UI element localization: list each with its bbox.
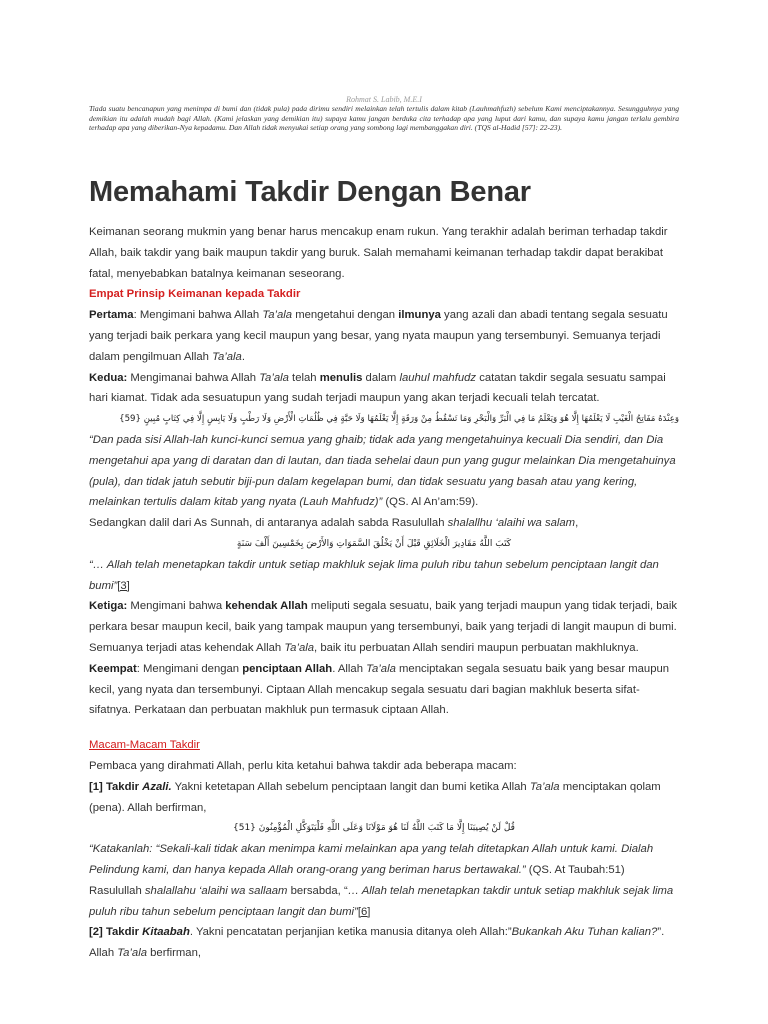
takdir-azali: [1] Takdir Azali. Yakni ketetapan Allah sebelum penciptaan langit dan bumi ketika Allah Ta’ala menciptakan qolam (pena). Allah berfirman, (89, 780, 661, 814)
arabic-verse-taubah: قُلْ لَنْ يُصِيبَنَا إِلَّا مَا كَتَبَ اللَّهُ لَنَا هُوَ مَوْلَانَا وَعَلَى اللَّهِ فَلْيَتَوَكَّلِ الْمُؤْمِنُونَ {51} (232, 823, 515, 834)
article-body (89, 222, 679, 964)
takdir-kitaabah: [2] Takdir Kitaabah. Yakni pencatatan perjanjian ketika manusia ditanya oleh Allah:”Bukankah Aku Tuhan kalian?”. Allah Ta’ala berfirman, (89, 926, 665, 960)
epigraph: Tiada suatu bencanapun yang menimpa di bumi dan (tidak pula) pada dirimu sendiri melainkan telah tertulis dalam kitab (Lauhmahfuzh) sebelum Kami menciptakannya. Sesungguhnya yang demikian itu adalah mudah bagi Allah. (Kami jelaskan yang demikian itu) supaya kamu jangan berduka cita terhadap apa yang luput dari kamu, dan supaya kamu jangan terlalu gembira terhadap apa yang diberikan-Nya kepadamu. Dan Allah tidak menyukai setiap orang yang sombong lagi membanggakan diri. (TQS al-Hadid [57]: 22-23). (89, 104, 679, 132)
prinsip-kedua: Kedua: Mengimanai bahwa Allah Ta’ala telah menulis dalam lauhul mahfudz catatan takdir segala sesuatu sampai hari kiamat. Tidak ada sesuatupun yang sudah terjadi maupun yang akan terjadi kecuali telah tercatat. (89, 371, 666, 405)
spacer (89, 721, 679, 735)
quote-taubah: “Katakanlah: “Sekali-kali tidak akan menimpa kami melainkan apa yang telah ditetapkan Allah untuk kami. Dialah Pelindung kami, dan hanya kepada Allah orang-orang yang beriman harus bertawakal.” (QS. At Taubah:51) (89, 843, 654, 876)
footnote-link-6[interactable]: [6] (357, 905, 371, 918)
quote-anam: “Dan pada sisi Allah-lah kunci-kunci semua yang ghaib; tidak ada yang mengetahuinya kecuali Dia sendiri, dan Dia mengetahui apa yang di daratan dan di lautan, dan tiada sehelai daun pun yang gugur melainkan Dia mengetahuinya (pula), dan tidak jatuh sebutir biji-pun dalam kegelapan bumi, dan tidak sesuatu yang basah atau yang kering, melainkan tertulis dalam kitab yang nyata (Lauh Mahfudz)” (QS. Al An’am:59). (89, 433, 676, 509)
footnote-link-3[interactable]: [3] (117, 579, 130, 592)
section-heading-prinsip: Empat Prinsip Keimanan kepada Takdir (89, 288, 301, 301)
intro-paragraph: Keimanan seorang mukmin yang benar harus mencakup enam rukun. Yang terakhir adalah beriman terhadap takdir Allah, baik takdir yang baik maupun takdir yang buruk. Salah memahami keimanan terhadap takdir dapat berakibat fatal, menyebabkan batalnya keimanan seseorang. (89, 226, 668, 280)
author-line: Rohmat S. Labib, M.E.I (346, 95, 422, 104)
macam-intro: Pembaca yang dirahmati Allah, perlu kita ketahui bahwa takdir ada beberapa macam: (89, 759, 517, 772)
sunnah-intro: Sedangkan dalil dari As Sunnah, di antaranya adalah sabda Rasulullah shalallhu ‘alaihi wa salam, (89, 517, 579, 530)
prinsip-ketiga: Ketiga: Mengimani bahwa kehendak Allah meliputi segala sesuatu, baik yang terjadi maupun yang tidak terjadi, baik perkara besar maupun kecil, baik yang tampak maupun yang tersembunyi, baik yang terjadi di langit maupun di bumi. Semuanya terjadi atas kehendak Allah Ta’ala, baik itu perbuatan Allah sendiri maupun perbuatan makhluknya. (89, 600, 677, 654)
arabic-hadith: كَتَبَ اللَّهُ مَقَادِيرَ الْخَلَائِقِ قَبْلَ أَنْ يَخْلُقَ السَّمَوَاتِ وَالأَرْضَ بِخَمْسِينَ أَلْفَ سَنَةٍ (236, 538, 512, 549)
quote-hadith: “… Allah telah menetapkan takdir untuk setiap makhluk sejak lima puluh ribu tahun sebelum penciptaan langit dan bumi”[3] (89, 558, 659, 592)
prinsip-keempat: Keempat: Mengimani dengan penciptaan Allah. Allah Ta’ala menciptakan segala sesuatu baik yang besar maupun kecil, yang nyata dan tersembunyi. Ciptaan Allah mencakup segala sesuatu dari bagian makhluk beserta sifat-sifatnya. Perkataan dan perbuatan makhluk pun termasuk ciptaan Allah. (89, 662, 670, 717)
page-title: Memahami Takdir Dengan Benar (89, 176, 531, 208)
hadith-azali: Rasulullah shalallahu ‘alaihi wa sallaam bersabda, “… Allah telah menetapkan takdir untuk setiap makhluk sejak lima puluh ribu tahun sebelum penciptaan langit dan bumi”[6] (89, 884, 674, 918)
section-heading-macam: Macam-Macam Takdir (89, 739, 200, 752)
arabic-verse-anam: وَعِنْدَهُ مَفَاتِحُ الْغَيْبِ لَا يَعْلَمُهَا إِلَّا هُوَ وَيَعْلَمُ مَا فِي الْبَرِّ وَالْبَحْرِ وَمَا تَسْقُطُ مِنْ وَرَقَةٍ إِلَّا يَعْلَمُهَا وَلَا حَبَّةٍ فِي ظُلُمَاتِ الْأَرْضِ وَلَا رَطْبٍ وَلَا يَابِسٍ إِلَّا فِي كِتَابٍ مُبِينٍ {59} (119, 414, 679, 425)
prinsip-pertama: Pertama: Mengimani bahwa Allah Ta’ala mengetahui dengan ilmunya yang azali dan abadi tentang segala sesuatu yang terjadi baik perkara yang kecil maupun yang besar, yang nyata maupun yang tersembunyi. Semuanya terjadi dalam pengilmuan Allah Ta’ala. (89, 309, 668, 363)
